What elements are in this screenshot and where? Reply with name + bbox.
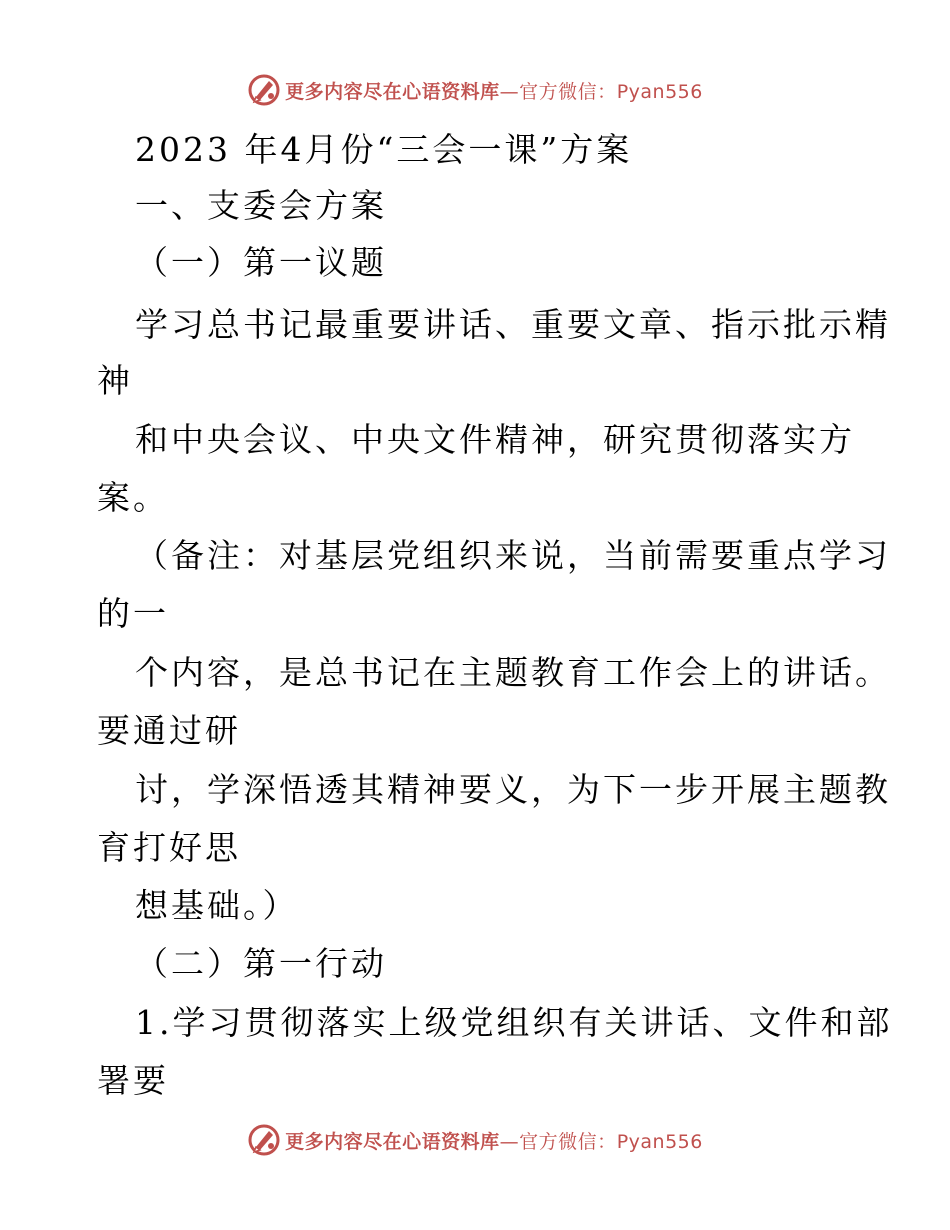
watermark-dash: — [499, 80, 520, 103]
watermark-middle: 官方微信： [519, 1130, 617, 1153]
paragraph-line: 案。 [97, 478, 169, 517]
paragraph-line: 要通过研 [97, 711, 241, 750]
paragraph-line: （备注：对基层党组织来说，当前需要重点学习 [135, 536, 891, 575]
paragraph-line: 育打好思 [97, 828, 241, 867]
watermark-text [285, 77, 703, 104]
subsection-heading: （一）第一议题 [135, 243, 387, 282]
pen-logo-icon [247, 73, 281, 107]
watermark-prefix: 更多内容尽在心语资料库 [285, 80, 500, 103]
watermark-dash: — [499, 1130, 520, 1153]
watermark-banner-bottom [0, 1120, 950, 1160]
doc-title: 2023 年4月份“三会一课”方案 [135, 130, 633, 169]
paragraph-line: 讨，学深悟透其精神要义，为下一步开展主题教 [135, 770, 891, 809]
paragraph-line: 神 [97, 361, 133, 400]
watermark-banner-top [0, 70, 950, 110]
watermark-account: Pyan556 [616, 80, 703, 103]
watermark-account: Pyan556 [616, 1130, 703, 1153]
pen-logo-icon [247, 1123, 281, 1157]
paragraph-line: 的一 [97, 594, 169, 633]
paragraph-line: 个内容，是总书记在主题教育工作会上的讲话。 [135, 653, 891, 692]
paragraph-line: 署要 [97, 1061, 169, 1100]
paragraph-line: 想基础。） [135, 886, 299, 925]
paragraph-line: 学习总书记最重要讲话、重要文章、指示批示精 [135, 305, 891, 344]
watermark-middle: 官方微信： [519, 80, 617, 103]
watermark-text [285, 1127, 703, 1154]
paragraph-line: 1.学习贯彻落实上级党组织有关讲话、文件和部 [135, 1003, 893, 1042]
paragraph-line: 和中央会议、中央文件精神，研究贯彻落实方 [135, 420, 855, 459]
section-heading: 一、支委会方案 [135, 186, 387, 225]
watermark-prefix: 更多内容尽在心语资料库 [285, 1130, 500, 1153]
subsection-heading: （二）第一行动 [135, 944, 387, 983]
